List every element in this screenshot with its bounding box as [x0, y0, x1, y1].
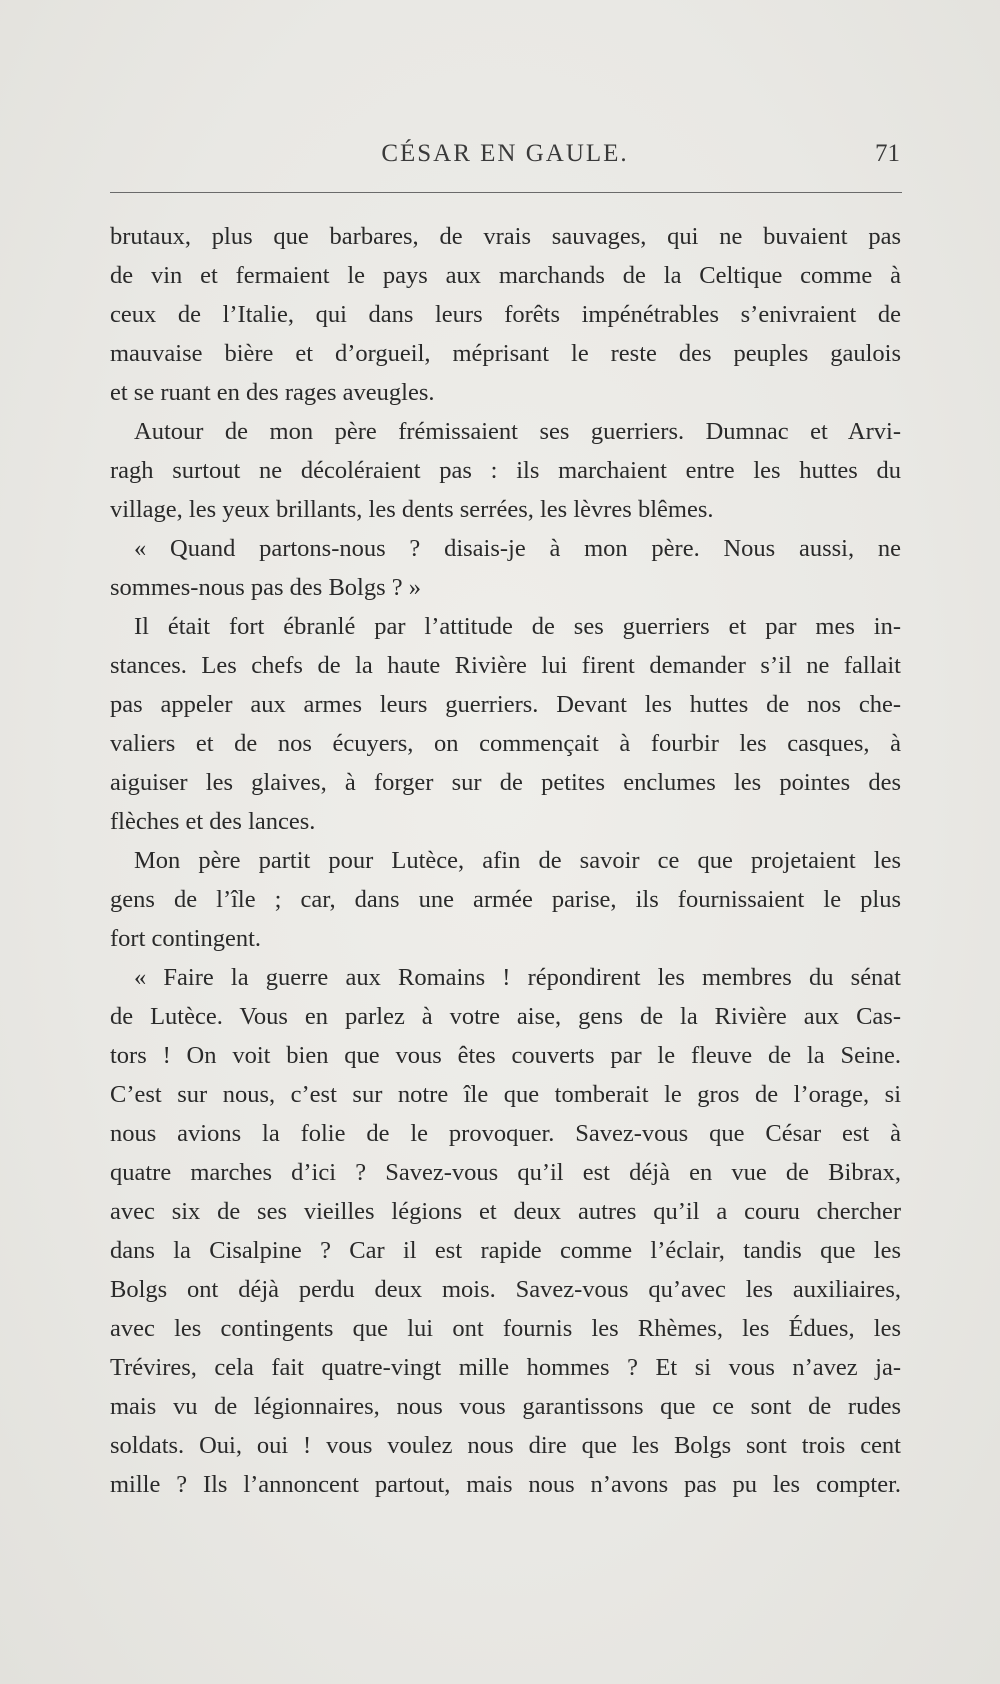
text-line: valiers et de nos écuyers, on commençait à fourbir les casques, à [110, 730, 901, 757]
text-line: avec six de ses vieilles légions et deux autres qu’il a couru chercher [110, 1198, 901, 1225]
text-line: fort contingent. [110, 925, 262, 952]
text-line: mauvaise bière et d’orgueil, méprisant le reste des peuples gaulois [110, 340, 901, 367]
text-line: ragh surtout ne décoléraient pas : ils marchaient entre les huttes du [110, 457, 901, 484]
text-line: avec les contingents que lui ont fournis les Rhèmes, les Édues, les [110, 1315, 901, 1342]
text-line: mille ? Ils l’annoncent partout, mais nous n’avons pas pu les compter. [110, 1471, 901, 1498]
text-line: brutaux, plus que barbares, de vrais sauvages, qui ne buvaient pas [110, 223, 901, 250]
text-line: mais vu de légionnaires, nous vous garantissons que ce sont de rudes [110, 1393, 901, 1420]
running-title: CÉSAR EN GAULE. [381, 140, 629, 167]
text-line: flèches et des lances. [110, 808, 316, 835]
text-line: de vin et fermaient le pays aux marchands de la Celtique comme à [110, 262, 901, 289]
text-line: Il était fort ébranlé par l’attitude de ses guerriers et par mes in- [134, 613, 901, 640]
text-line: sommes-nous pas des Bolgs ? » [110, 574, 421, 601]
text-line: Autour de mon père frémissaient ses guerriers. Dumnac et Arvi- [134, 418, 901, 445]
body-text [110, 217, 901, 1504]
running-head [110, 140, 900, 174]
text-line: gens de l’île ; car, dans une armée parise, ils fournissaient le plus [110, 886, 901, 913]
text-line: et se ruant en des rages aveugles. [110, 379, 435, 406]
text-line: tors ! On voit bien que vous êtes couverts par le fleuve de la Seine. [110, 1042, 901, 1069]
text-line: village, les yeux brillants, les dents serrées, les lèvres blêmes. [110, 496, 714, 523]
text-line: « Faire la guerre aux Romains ! répondirent les membres du sénat [134, 964, 901, 991]
text-line: stances. Les chefs de la haute Rivière lui firent demander s’il ne fallait [110, 652, 901, 679]
text-line: Mon père partit pour Lutèce, afin de savoir ce que projetaient les [134, 847, 901, 874]
text-line: « Quand partons-nous ? disais-je à mon père. Nous aussi, ne [134, 535, 901, 562]
text-line: de Lutèce. Vous en parlez à votre aise, gens de la Rivière aux Cas- [110, 1003, 901, 1030]
text-line: C’est sur nous, c’est sur notre île que tomberait le gros de l’orage, si [110, 1081, 901, 1108]
text-line: ceux de l’Italie, qui dans leurs forêts impénétrables s’enivraient de [110, 301, 901, 328]
text-line: soldats. Oui, oui ! vous voulez nous dire que les Bolgs sont trois cent [110, 1432, 901, 1459]
text-line: Trévires, cela fait quatre-vingt mille hommes ? Et si vous n’avez ja- [110, 1354, 901, 1381]
text-line: aiguiser les glaives, à forger sur de petites enclumes les pointes des [110, 769, 901, 796]
text-line: pas appeler aux armes leurs guerriers. Devant les huttes de nos che- [110, 691, 901, 718]
text-line: quatre marches d’ici ? Savez-vous qu’il est déjà en vue de Bibrax, [110, 1159, 901, 1186]
text-line: Bolgs ont déjà perdu deux mois. Savez-vous qu’avec les auxiliaires, [110, 1276, 901, 1303]
page-number: 71 [875, 140, 900, 167]
header-rule [110, 192, 902, 193]
text-line: nous avions la folie de le provoquer. Savez-vous que César est à [110, 1120, 901, 1147]
text-line: dans la Cisalpine ? Car il est rapide comme l’éclair, tandis que les [110, 1237, 901, 1264]
